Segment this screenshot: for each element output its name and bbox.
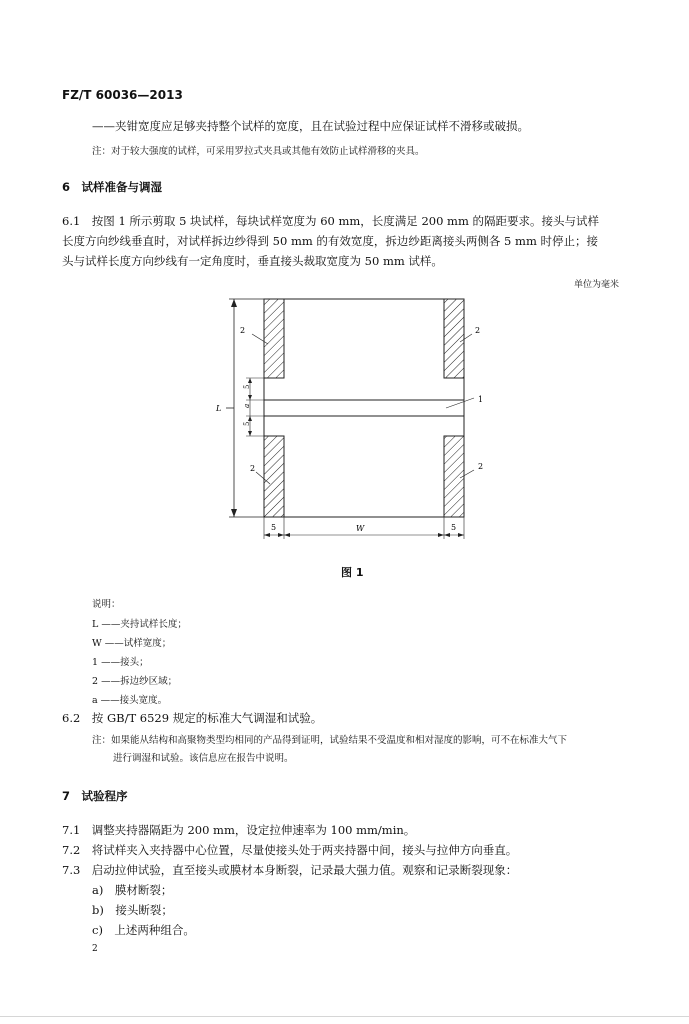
legend-title: 说明： [92, 599, 121, 610]
legend-item: a ——接头宽度。 [92, 695, 168, 706]
list-item-a: a) 膜材断裂； [92, 883, 173, 897]
section-6-title: 6 试样准备与调湿 [62, 180, 163, 194]
para-6-1-line-1: 6.1 按图 1 所示剪取 5 块试样，每块试样宽度为 60 mm，长度满足 200 mm 的隔距要求。接头与试样 [62, 214, 600, 228]
intro-clamp-requirement: ——夹钳宽度应足够夹持整个试样的宽度，且在试验过程中应保证试样不滑移或破损。 [92, 119, 529, 133]
label-2-top-right: 2 [475, 326, 481, 335]
label-5-side-top: 5 [243, 384, 251, 389]
standard-code-header: FZ/T 60036—2013 [62, 88, 183, 102]
specimen-outline [264, 299, 464, 517]
para-7-1: 7.1 调整夹持器隔距为 200 mm，设定拉伸速率为 100 mm/min。 [62, 823, 416, 837]
label-5-bottom-right: 5 [451, 523, 457, 532]
label-5-side-bottom: 5 [243, 421, 251, 426]
list-item-b: b) 接头断裂； [92, 903, 173, 917]
para-6-1-line-3: 头与试样长度方向纱线有一定角度时，垂直接头裁取宽度为 50 mm 试样。 [62, 254, 443, 268]
unravel-region-bottom-left [264, 436, 284, 517]
list-item-c: c) 上述两种组合。 [92, 923, 195, 937]
figure-1-caption: 图 1 [341, 566, 364, 579]
unravel-region-top-left [264, 299, 284, 378]
para-7-2: 7.2 将试样夹入夹持器中心位置，尽量使接头处于两夹持器中间，接头与拉伸方向垂直。 [62, 843, 518, 857]
label-a-side: a [243, 403, 251, 408]
section-7-title: 7 试验程序 [62, 789, 128, 803]
label-2-top-left: 2 [240, 326, 246, 335]
page-number: 2 [92, 944, 98, 954]
para-6-2: 6.2 按 GB/T 6529 规定的标准大气调湿和试验。 [62, 711, 323, 725]
intro-note: 注：对于较大强度的试样，可采用罗拉式夹具或其他有效防止试样滑移的夹具。 [92, 146, 425, 157]
note-6-2-line-2: 进行调湿和试验。该信息应在报告中说明。 [113, 753, 294, 764]
label-5-bottom-left: 5 [271, 523, 277, 532]
legend-item: 2 ——拆边纱区域； [92, 676, 178, 687]
legend-item: W ——试样宽度； [92, 638, 172, 649]
legend-item: L ——夹持试样长度； [92, 619, 187, 630]
unravel-region-top-right [444, 299, 464, 378]
label-2-bottom-left: 2 [250, 464, 256, 473]
para-7-3: 7.3 启动拉伸试验，直至接头或膜材本身断裂，记录最大强力值。观察和记录断裂现象： [62, 863, 518, 877]
para-6-1-line-2: 长度方向纱线垂直时，对试样拆边纱得到 50 mm 的有效宽度，拆边纱距离接头两侧各 5 mm 时停止；接 [62, 234, 598, 248]
legend-item: 1 ——接头； [92, 657, 149, 668]
unit-label: 单位为毫米 [574, 280, 620, 290]
bottom-divider [0, 1016, 689, 1017]
label-1: 1 [478, 395, 484, 404]
label-L: L [216, 404, 222, 413]
label-W: W [356, 524, 365, 533]
label-2-bottom-right: 2 [478, 462, 484, 471]
unravel-region-bottom-right [444, 436, 464, 517]
note-6-2-line-1: 注：如果能从结构和高聚物类型均相同的产品得到证明，试验结果不受温度和相对湿度的影响，可不在标准大气下 [92, 735, 568, 746]
